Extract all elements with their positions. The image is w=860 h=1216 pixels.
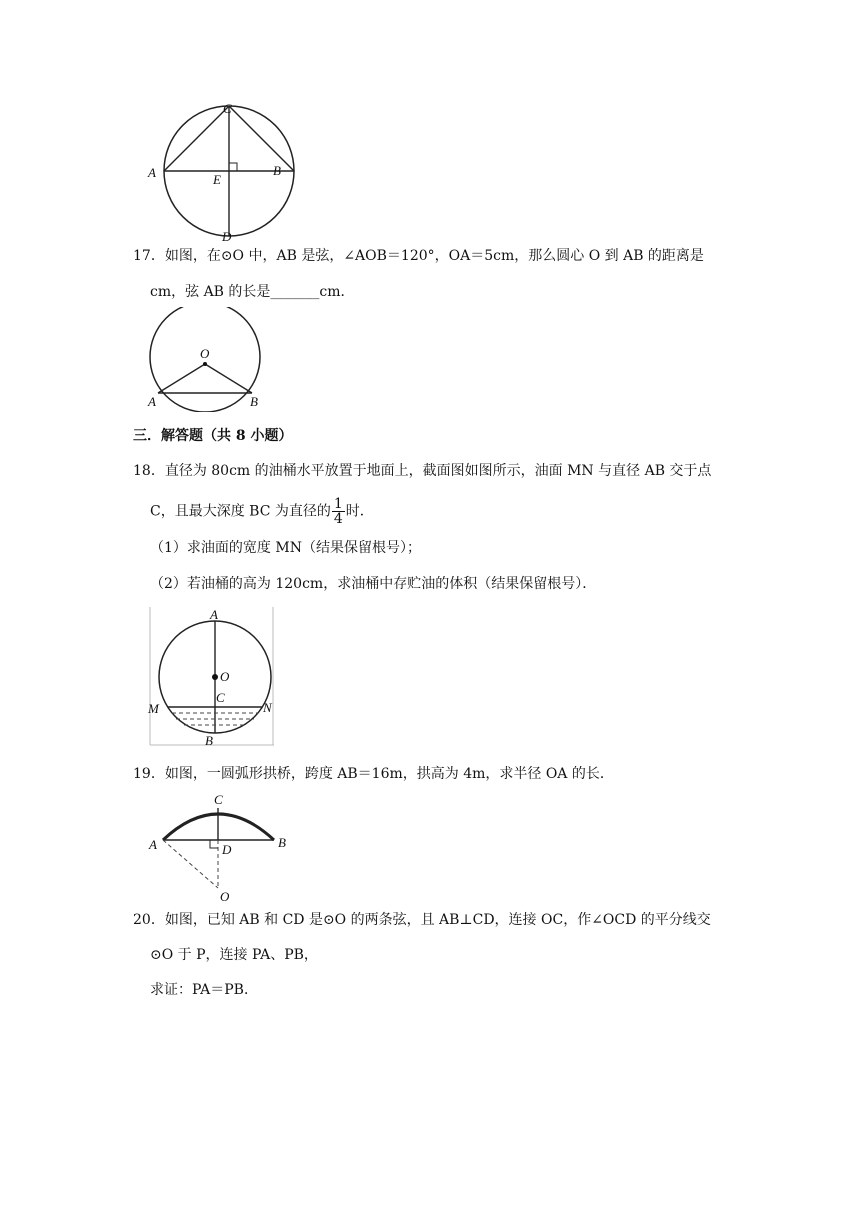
q20-line1: 20．如图，已知 AB 和 CD 是⊙O 的两条弦，且 AB⊥CD，连接 OC，作∠OCD 的平分线交 (133, 912, 711, 928)
figure-q19 (146, 790, 296, 902)
label-a: A (148, 394, 156, 409)
label-n: N (263, 700, 272, 715)
label-a: A (148, 165, 156, 180)
label-o: O (220, 669, 230, 684)
figure-q16 (145, 100, 295, 245)
q20-line2: ⊙O 于 P，连接 PA、PB， (150, 947, 318, 963)
label-d: D (222, 842, 232, 857)
label-b: B (278, 835, 286, 850)
label-d: D (222, 229, 232, 244)
figure-q18 (146, 605, 276, 747)
section-heading: 三．解答题（共 8 小题） (133, 428, 293, 444)
fraction-denominator: 4 (333, 511, 343, 527)
label-b: B (250, 394, 258, 409)
label-o: O (200, 346, 210, 361)
label-a: A (210, 607, 218, 622)
label-c: C (223, 101, 232, 116)
label-c: C (214, 792, 223, 807)
label-a: A (149, 837, 157, 852)
label-b: B (273, 163, 281, 178)
q19-line1: 19．如图，一圆弧形拱桥，跨度 AB＝16m，拱高为 4m，求半径 OA 的长． (133, 766, 614, 782)
figure-q17 (140, 307, 270, 412)
q18-line1: 18．直径为 80cm 的油桶水平放置于地面上，截面图如图所示，油面 MN 与直径 AB 交于点 (133, 463, 712, 479)
label-o: O (220, 889, 230, 902)
q18-line2 (150, 497, 374, 526)
label-c: C (216, 690, 225, 705)
fraction-numerator: 1 (333, 496, 343, 512)
q18-line2-pre: C，且最大深度 BC 为直径的 (150, 503, 331, 520)
label-b: B (205, 733, 213, 747)
label-e: E (213, 172, 221, 187)
label-m: M (148, 701, 159, 716)
fraction (332, 497, 345, 526)
q18-line2-post: 时． (345, 503, 374, 520)
q17-line1: 17．如图，在⊙O 中，AB 是弦，∠AOB＝120°，OA＝5cm，那么圆心 O 到 AB 的距离是 (133, 248, 704, 264)
q20-line3: 求证：PA＝PB． (150, 982, 258, 998)
q18-sub1: （1）求油面的宽度 MN（结果保留根号）； (150, 540, 421, 556)
q17-line2: cm，弦 AB 的长是_______cm． (150, 284, 355, 300)
q18-sub2: （2）若油桶的高为 120cm，求油桶中存贮油的体积（结果保留根号）． (150, 576, 597, 592)
